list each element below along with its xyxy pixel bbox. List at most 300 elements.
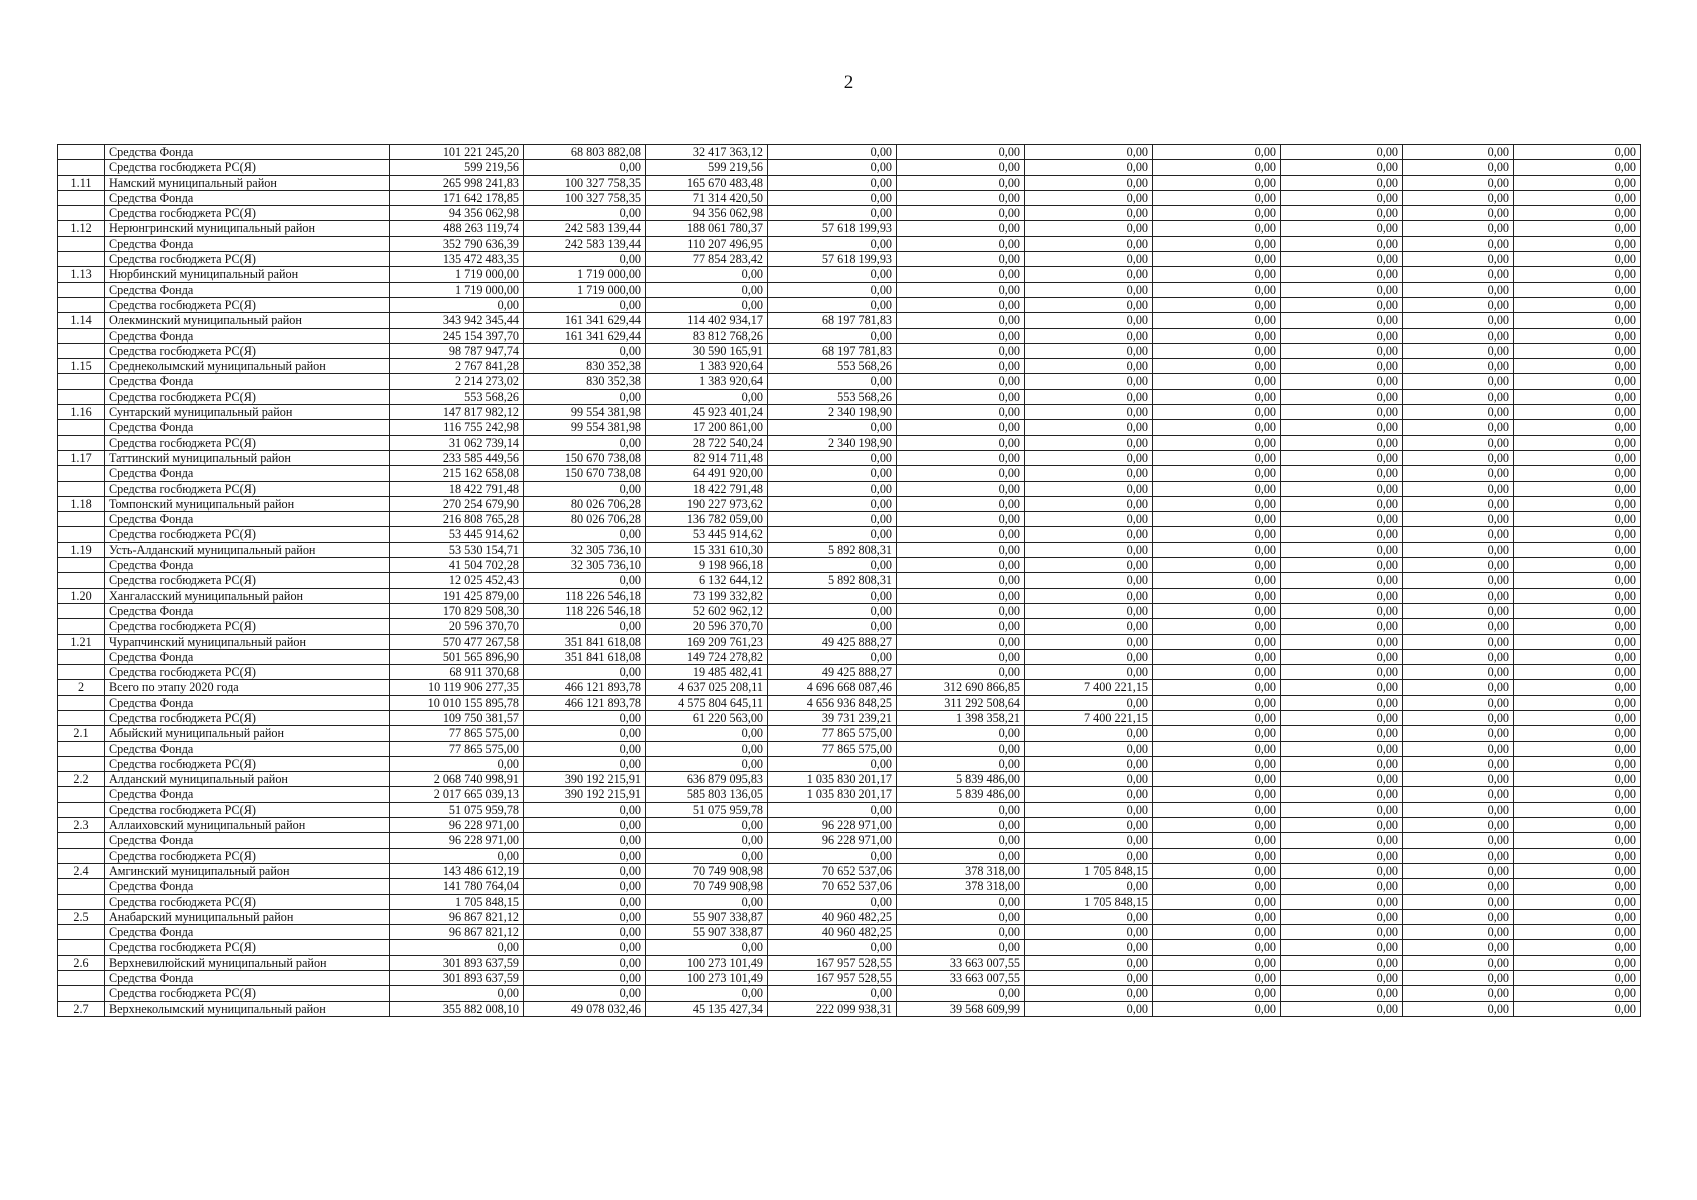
amount-cell: 161 341 629,44 bbox=[524, 328, 646, 343]
row-name-cell: Амгинский муниципальный район bbox=[105, 863, 390, 878]
amount-cell: 100 273 101,49 bbox=[646, 955, 768, 970]
row-name-cell: Намский муниципальный район bbox=[105, 175, 390, 190]
amount-cell: 0,00 bbox=[1025, 359, 1153, 374]
row-name-cell: Алданский муниципальный район bbox=[105, 772, 390, 787]
row-name-cell: Усть-Алданский муниципальный район bbox=[105, 542, 390, 557]
amount-cell: 0,00 bbox=[897, 450, 1025, 465]
row-name-cell: Средства Фонда bbox=[105, 649, 390, 664]
amount-cell: 41 504 702,28 bbox=[390, 558, 524, 573]
amount-cell: 0,00 bbox=[768, 206, 897, 221]
row-name-cell: Среднеколымский муниципальный район bbox=[105, 359, 390, 374]
row-name-cell: Средства Фонда bbox=[105, 328, 390, 343]
table-row bbox=[58, 221, 1641, 236]
amount-cell: 0,00 bbox=[1514, 588, 1641, 603]
amount-cell: 0,00 bbox=[1025, 558, 1153, 573]
amount-cell: 466 121 893,78 bbox=[524, 695, 646, 710]
amount-cell: 0,00 bbox=[1403, 588, 1514, 603]
row-number-cell: 1.16 bbox=[58, 405, 105, 420]
amount-cell: 0,00 bbox=[1403, 833, 1514, 848]
amount-cell: 0,00 bbox=[1025, 695, 1153, 710]
amount-cell: 0,00 bbox=[524, 894, 646, 909]
table-row bbox=[58, 389, 1641, 404]
amount-cell: 6 132 644,12 bbox=[646, 573, 768, 588]
row-number-cell bbox=[58, 649, 105, 664]
amount-cell: 149 724 278,82 bbox=[646, 649, 768, 664]
amount-cell: 233 585 449,56 bbox=[390, 450, 524, 465]
amount-cell: 0,00 bbox=[1403, 634, 1514, 649]
amount-cell: 0,00 bbox=[1403, 879, 1514, 894]
amount-cell: 96 228 971,00 bbox=[768, 833, 897, 848]
table-row bbox=[58, 328, 1641, 343]
amount-cell: 55 907 338,87 bbox=[646, 925, 768, 940]
row-number-cell bbox=[58, 206, 105, 221]
row-number-cell bbox=[58, 787, 105, 802]
row-number-cell bbox=[58, 603, 105, 618]
amount-cell: 0,00 bbox=[1281, 1001, 1403, 1016]
amount-cell: 0,00 bbox=[1403, 359, 1514, 374]
amount-cell: 32 417 363,12 bbox=[646, 145, 768, 160]
amount-cell: 0,00 bbox=[1281, 879, 1403, 894]
row-name-cell: Средства Фонда bbox=[105, 787, 390, 802]
row-name-cell: Средства госбюджета РС(Я) bbox=[105, 252, 390, 267]
amount-cell: 0,00 bbox=[1153, 145, 1281, 160]
amount-cell: 0,00 bbox=[897, 756, 1025, 771]
amount-cell: 0,00 bbox=[1153, 359, 1281, 374]
amount-cell: 0,00 bbox=[646, 297, 768, 312]
table-row bbox=[58, 512, 1641, 527]
row-name-cell: Средства Фонда bbox=[105, 833, 390, 848]
amount-cell: 0,00 bbox=[1153, 496, 1281, 511]
row-number-cell bbox=[58, 527, 105, 542]
row-name-cell: Средства госбюджета РС(Я) bbox=[105, 894, 390, 909]
amount-cell: 161 341 629,44 bbox=[524, 313, 646, 328]
amount-cell: 96 228 971,00 bbox=[390, 818, 524, 833]
amount-cell: 110 207 496,95 bbox=[646, 236, 768, 251]
amount-cell: 0,00 bbox=[1153, 833, 1281, 848]
amount-cell: 2 340 198,90 bbox=[768, 405, 897, 420]
amount-cell: 0,00 bbox=[1281, 925, 1403, 940]
amount-cell: 0,00 bbox=[524, 909, 646, 924]
amount-cell: 77 865 575,00 bbox=[768, 741, 897, 756]
amount-cell: 0,00 bbox=[1025, 252, 1153, 267]
row-name-cell: Средства госбюджета РС(Я) bbox=[105, 527, 390, 542]
row-number-cell bbox=[58, 481, 105, 496]
amount-cell: 0,00 bbox=[897, 206, 1025, 221]
row-number-cell bbox=[58, 894, 105, 909]
amount-cell: 0,00 bbox=[1281, 848, 1403, 863]
amount-cell: 0,00 bbox=[1153, 665, 1281, 680]
table-row bbox=[58, 160, 1641, 175]
amount-cell: 77 865 575,00 bbox=[768, 726, 897, 741]
amount-cell: 0,00 bbox=[897, 802, 1025, 817]
amount-cell: 0,00 bbox=[1514, 190, 1641, 205]
amount-cell: 378 318,00 bbox=[897, 863, 1025, 878]
amount-cell: 0,00 bbox=[646, 894, 768, 909]
amount-cell: 77 854 283,42 bbox=[646, 252, 768, 267]
amount-cell: 0,00 bbox=[1514, 221, 1641, 236]
amount-cell: 0,00 bbox=[897, 359, 1025, 374]
row-number-cell bbox=[58, 756, 105, 771]
amount-cell: 0,00 bbox=[1153, 695, 1281, 710]
amount-cell: 0,00 bbox=[1281, 297, 1403, 312]
amount-cell: 0,00 bbox=[1281, 206, 1403, 221]
amount-cell: 0,00 bbox=[897, 573, 1025, 588]
row-name-cell: Средства госбюджета РС(Я) bbox=[105, 986, 390, 1001]
table-row bbox=[58, 313, 1641, 328]
amount-cell: 0,00 bbox=[1153, 971, 1281, 986]
table-row bbox=[58, 925, 1641, 940]
amount-cell: 0,00 bbox=[768, 496, 897, 511]
row-number-cell bbox=[58, 343, 105, 358]
amount-cell: 0,00 bbox=[1403, 282, 1514, 297]
row-name-cell: Средства Фонда bbox=[105, 512, 390, 527]
amount-cell: 150 670 738,08 bbox=[524, 466, 646, 481]
row-number-cell bbox=[58, 710, 105, 725]
amount-cell: 114 402 934,17 bbox=[646, 313, 768, 328]
amount-cell: 0,00 bbox=[1403, 971, 1514, 986]
amount-cell: 0,00 bbox=[1025, 925, 1153, 940]
table-row bbox=[58, 450, 1641, 465]
amount-cell: 28 722 540,24 bbox=[646, 435, 768, 450]
table-row bbox=[58, 573, 1641, 588]
row-name-cell: Средства Фонда bbox=[105, 236, 390, 251]
row-name-cell: Средства госбюджета РС(Я) bbox=[105, 343, 390, 358]
amount-cell: 0,00 bbox=[524, 481, 646, 496]
amount-cell: 0,00 bbox=[524, 527, 646, 542]
amount-cell: 0,00 bbox=[1514, 879, 1641, 894]
row-number-cell: 2.5 bbox=[58, 909, 105, 924]
amount-cell: 0,00 bbox=[646, 267, 768, 282]
amount-cell: 0,00 bbox=[524, 206, 646, 221]
amount-cell: 0,00 bbox=[1025, 848, 1153, 863]
amount-cell: 0,00 bbox=[1514, 971, 1641, 986]
amount-cell: 0,00 bbox=[1514, 313, 1641, 328]
amount-cell: 599 219,56 bbox=[646, 160, 768, 175]
row-name-cell: Нюрбинский муниципальный район bbox=[105, 267, 390, 282]
amount-cell: 0,00 bbox=[1153, 680, 1281, 695]
amount-cell: 0,00 bbox=[1025, 328, 1153, 343]
row-name-cell: Средства госбюджета РС(Я) bbox=[105, 160, 390, 175]
amount-cell: 0,00 bbox=[1153, 863, 1281, 878]
amount-cell: 0,00 bbox=[1025, 833, 1153, 848]
row-name-cell: Томпонский муниципальный район bbox=[105, 496, 390, 511]
amount-cell: 0,00 bbox=[1281, 512, 1403, 527]
amount-cell: 165 670 483,48 bbox=[646, 175, 768, 190]
amount-cell: 45 923 401,24 bbox=[646, 405, 768, 420]
amount-cell: 40 960 482,25 bbox=[768, 925, 897, 940]
amount-cell: 0,00 bbox=[1281, 343, 1403, 358]
row-number-cell: 2.1 bbox=[58, 726, 105, 741]
amount-cell: 0,00 bbox=[1403, 726, 1514, 741]
amount-cell: 1 035 830 201,17 bbox=[768, 787, 897, 802]
amount-cell: 32 305 736,10 bbox=[524, 558, 646, 573]
amount-cell: 0,00 bbox=[646, 389, 768, 404]
amount-cell: 0,00 bbox=[897, 313, 1025, 328]
amount-cell: 0,00 bbox=[1403, 160, 1514, 175]
row-number-cell bbox=[58, 695, 105, 710]
amount-cell: 0,00 bbox=[1403, 420, 1514, 435]
table-row bbox=[58, 435, 1641, 450]
budget-table bbox=[57, 144, 1641, 1017]
row-number-cell: 1.20 bbox=[58, 588, 105, 603]
row-name-cell: Средства госбюджета РС(Я) bbox=[105, 481, 390, 496]
row-number-cell bbox=[58, 328, 105, 343]
amount-cell: 343 942 345,44 bbox=[390, 313, 524, 328]
row-number-cell: 1.14 bbox=[58, 313, 105, 328]
amount-cell: 0,00 bbox=[897, 619, 1025, 634]
amount-cell: 0,00 bbox=[1403, 328, 1514, 343]
amount-cell: 0,00 bbox=[1281, 818, 1403, 833]
amount-cell: 0,00 bbox=[1514, 343, 1641, 358]
amount-cell: 0,00 bbox=[1403, 450, 1514, 465]
amount-cell: 0,00 bbox=[524, 833, 646, 848]
table-row bbox=[58, 1001, 1641, 1016]
amount-cell: 390 192 215,91 bbox=[524, 787, 646, 802]
row-number-cell bbox=[58, 665, 105, 680]
amount-cell: 0,00 bbox=[524, 343, 646, 358]
amount-cell: 0,00 bbox=[897, 741, 1025, 756]
amount-cell: 0,00 bbox=[897, 297, 1025, 312]
amount-cell: 0,00 bbox=[1403, 512, 1514, 527]
row-name-cell: Средства госбюджета РС(Я) bbox=[105, 802, 390, 817]
row-name-cell: Средства Фонда bbox=[105, 374, 390, 389]
amount-cell: 53 445 914,62 bbox=[646, 527, 768, 542]
amount-cell: 0,00 bbox=[1281, 695, 1403, 710]
amount-cell: 17 200 861,00 bbox=[646, 420, 768, 435]
amount-cell: 0,00 bbox=[768, 466, 897, 481]
amount-cell: 0,00 bbox=[1281, 710, 1403, 725]
amount-cell: 352 790 636,39 bbox=[390, 236, 524, 251]
amount-cell: 9 198 966,18 bbox=[646, 558, 768, 573]
amount-cell: 0,00 bbox=[1281, 726, 1403, 741]
amount-cell: 0,00 bbox=[1514, 680, 1641, 695]
amount-cell: 0,00 bbox=[897, 389, 1025, 404]
amount-cell: 0,00 bbox=[1514, 420, 1641, 435]
amount-cell: 0,00 bbox=[1025, 986, 1153, 1001]
amount-cell: 0,00 bbox=[1514, 634, 1641, 649]
amount-cell: 0,00 bbox=[897, 160, 1025, 175]
amount-cell: 4 696 668 087,46 bbox=[768, 680, 897, 695]
table-row bbox=[58, 145, 1641, 160]
row-number-cell: 1.11 bbox=[58, 175, 105, 190]
amount-cell: 68 911 370,68 bbox=[390, 665, 524, 680]
amount-cell: 0,00 bbox=[1403, 741, 1514, 756]
amount-cell: 0,00 bbox=[1514, 328, 1641, 343]
amount-cell: 32 305 736,10 bbox=[524, 542, 646, 557]
amount-cell: 0,00 bbox=[1153, 756, 1281, 771]
table-row bbox=[58, 343, 1641, 358]
amount-cell: 0,00 bbox=[1403, 236, 1514, 251]
amount-cell: 0,00 bbox=[1153, 297, 1281, 312]
amount-cell: 0,00 bbox=[524, 726, 646, 741]
amount-cell: 0,00 bbox=[1153, 190, 1281, 205]
row-number-cell bbox=[58, 297, 105, 312]
row-name-cell: Средства Фонда bbox=[105, 603, 390, 618]
amount-cell: 0,00 bbox=[1025, 145, 1153, 160]
row-number-cell bbox=[58, 925, 105, 940]
amount-cell: 169 209 761,23 bbox=[646, 634, 768, 649]
amount-cell: 570 477 267,58 bbox=[390, 634, 524, 649]
amount-cell: 0,00 bbox=[1281, 665, 1403, 680]
amount-cell: 0,00 bbox=[1281, 833, 1403, 848]
amount-cell: 77 865 575,00 bbox=[390, 741, 524, 756]
amount-cell: 0,00 bbox=[1281, 986, 1403, 1001]
amount-cell: 0,00 bbox=[1153, 710, 1281, 725]
table-row bbox=[58, 405, 1641, 420]
amount-cell: 167 957 528,55 bbox=[768, 955, 897, 970]
table-row bbox=[58, 558, 1641, 573]
amount-cell: 0,00 bbox=[1514, 955, 1641, 970]
row-number-cell bbox=[58, 971, 105, 986]
amount-cell: 0,00 bbox=[524, 665, 646, 680]
row-name-cell: Абыйский муниципальный район bbox=[105, 726, 390, 741]
amount-cell: 0,00 bbox=[768, 848, 897, 863]
amount-cell: 33 663 007,55 bbox=[897, 955, 1025, 970]
amount-cell: 553 568,26 bbox=[390, 389, 524, 404]
amount-cell: 57 618 199,93 bbox=[768, 221, 897, 236]
amount-cell: 96 228 971,00 bbox=[768, 818, 897, 833]
row-name-cell: Всего по этапу 2020 года bbox=[105, 680, 390, 695]
table-row bbox=[58, 374, 1641, 389]
row-number-cell bbox=[58, 879, 105, 894]
table-row bbox=[58, 282, 1641, 297]
amount-cell: 0,00 bbox=[1025, 496, 1153, 511]
amount-cell: 0,00 bbox=[524, 710, 646, 725]
amount-cell: 0,00 bbox=[1153, 481, 1281, 496]
amount-cell: 0,00 bbox=[1403, 940, 1514, 955]
amount-cell: 70 749 908,98 bbox=[646, 879, 768, 894]
amount-cell: 49 425 888,27 bbox=[768, 665, 897, 680]
amount-cell: 0,00 bbox=[1025, 802, 1153, 817]
amount-cell: 0,00 bbox=[524, 818, 646, 833]
table-row bbox=[58, 879, 1641, 894]
amount-cell: 0,00 bbox=[897, 833, 1025, 848]
amount-cell: 0,00 bbox=[1025, 971, 1153, 986]
table-row bbox=[58, 833, 1641, 848]
amount-cell: 270 254 679,90 bbox=[390, 496, 524, 511]
amount-cell: 100 273 101,49 bbox=[646, 971, 768, 986]
table-row bbox=[58, 971, 1641, 986]
amount-cell: 0,00 bbox=[1514, 236, 1641, 251]
amount-cell: 49 078 032,46 bbox=[524, 1001, 646, 1016]
row-name-cell: Средства госбюджета РС(Я) bbox=[105, 389, 390, 404]
amount-cell: 0,00 bbox=[1153, 818, 1281, 833]
amount-cell: 0,00 bbox=[1281, 496, 1403, 511]
amount-cell: 0,00 bbox=[1025, 374, 1153, 389]
amount-cell: 0,00 bbox=[1025, 405, 1153, 420]
amount-cell: 0,00 bbox=[1403, 374, 1514, 389]
amount-cell: 0,00 bbox=[1514, 619, 1641, 634]
amount-cell: 0,00 bbox=[1281, 802, 1403, 817]
row-name-cell: Хангаласский муниципальный район bbox=[105, 588, 390, 603]
amount-cell: 0,00 bbox=[897, 374, 1025, 389]
amount-cell: 0,00 bbox=[1403, 649, 1514, 664]
table-row bbox=[58, 818, 1641, 833]
amount-cell: 0,00 bbox=[1025, 909, 1153, 924]
amount-cell: 0,00 bbox=[1153, 328, 1281, 343]
table-row bbox=[58, 206, 1641, 221]
amount-cell: 0,00 bbox=[1403, 986, 1514, 1001]
row-name-cell: Средства Фонда bbox=[105, 190, 390, 205]
amount-cell: 0,00 bbox=[1403, 389, 1514, 404]
amount-cell: 466 121 893,78 bbox=[524, 680, 646, 695]
amount-cell: 553 568,26 bbox=[768, 389, 897, 404]
row-name-cell: Таттинский муниципальный район bbox=[105, 450, 390, 465]
amount-cell: 0,00 bbox=[897, 665, 1025, 680]
amount-cell: 20 596 370,70 bbox=[646, 619, 768, 634]
amount-cell: 1 719 000,00 bbox=[390, 282, 524, 297]
amount-cell: 171 642 178,85 bbox=[390, 190, 524, 205]
amount-cell: 0,00 bbox=[524, 297, 646, 312]
row-name-cell: Чурапчинский муниципальный район bbox=[105, 634, 390, 649]
amount-cell: 0,00 bbox=[646, 726, 768, 741]
amount-cell: 1 398 358,21 bbox=[897, 710, 1025, 725]
amount-cell: 5 839 486,00 bbox=[897, 772, 1025, 787]
amount-cell: 0,00 bbox=[1514, 695, 1641, 710]
amount-cell: 0,00 bbox=[1403, 496, 1514, 511]
amount-cell: 0,00 bbox=[1514, 435, 1641, 450]
amount-cell: 312 690 866,85 bbox=[897, 680, 1025, 695]
amount-cell: 0,00 bbox=[1281, 160, 1403, 175]
amount-cell: 0,00 bbox=[1025, 389, 1153, 404]
amount-cell: 0,00 bbox=[1403, 863, 1514, 878]
amount-cell: 0,00 bbox=[1514, 496, 1641, 511]
amount-cell: 0,00 bbox=[1281, 359, 1403, 374]
amount-cell: 55 907 338,87 bbox=[646, 909, 768, 924]
amount-cell: 18 422 791,48 bbox=[390, 481, 524, 496]
amount-cell: 5 892 808,31 bbox=[768, 573, 897, 588]
amount-cell: 82 914 711,48 bbox=[646, 450, 768, 465]
amount-cell: 0,00 bbox=[768, 267, 897, 282]
amount-cell: 0,00 bbox=[897, 649, 1025, 664]
amount-cell: 0,00 bbox=[1403, 710, 1514, 725]
amount-cell: 0,00 bbox=[390, 940, 524, 955]
row-number-cell: 1.18 bbox=[58, 496, 105, 511]
table-row bbox=[58, 190, 1641, 205]
amount-cell: 0,00 bbox=[1403, 894, 1514, 909]
amount-cell: 0,00 bbox=[1514, 665, 1641, 680]
amount-cell: 0,00 bbox=[524, 863, 646, 878]
amount-cell: 0,00 bbox=[897, 512, 1025, 527]
amount-cell: 0,00 bbox=[390, 848, 524, 863]
amount-cell: 0,00 bbox=[1281, 374, 1403, 389]
amount-cell: 118 226 546,18 bbox=[524, 603, 646, 618]
row-name-cell: Анабарский муниципальный район bbox=[105, 909, 390, 924]
amount-cell: 0,00 bbox=[1514, 863, 1641, 878]
row-number-cell bbox=[58, 190, 105, 205]
amount-cell: 0,00 bbox=[1514, 710, 1641, 725]
amount-cell: 0,00 bbox=[768, 420, 897, 435]
amount-cell: 0,00 bbox=[1281, 527, 1403, 542]
amount-cell: 0,00 bbox=[1514, 787, 1641, 802]
row-name-cell: Средства Фонда bbox=[105, 695, 390, 710]
row-name-cell: Средства госбюджета РС(Я) bbox=[105, 435, 390, 450]
amount-cell: 0,00 bbox=[1281, 450, 1403, 465]
amount-cell: 0,00 bbox=[1514, 1001, 1641, 1016]
amount-cell: 830 352,38 bbox=[524, 359, 646, 374]
row-number-cell: 2.4 bbox=[58, 863, 105, 878]
amount-cell: 0,00 bbox=[1281, 588, 1403, 603]
amount-cell: 0,00 bbox=[390, 756, 524, 771]
row-number-cell: 2 bbox=[58, 680, 105, 695]
table-row bbox=[58, 634, 1641, 649]
amount-cell: 116 755 242,98 bbox=[390, 420, 524, 435]
amount-cell: 0,00 bbox=[1514, 160, 1641, 175]
amount-cell: 2 340 198,90 bbox=[768, 435, 897, 450]
amount-cell: 0,00 bbox=[1025, 420, 1153, 435]
amount-cell: 0,00 bbox=[897, 481, 1025, 496]
amount-cell: 0,00 bbox=[897, 848, 1025, 863]
